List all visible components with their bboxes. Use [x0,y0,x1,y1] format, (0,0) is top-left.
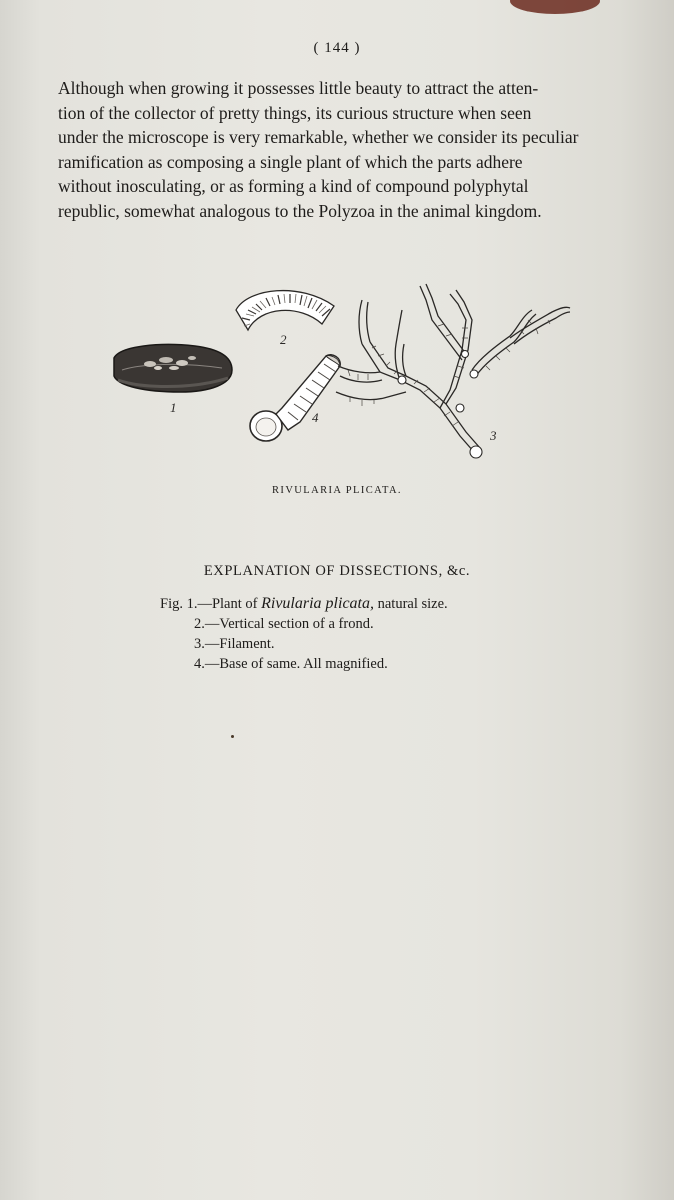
paragraph-line: ramification as composing a single plant of which the parts adhere [58,151,523,172]
explanation-item-2: 2.—Vertical section of a frond. [194,616,374,632]
fig3-label: 3 [490,428,497,443]
page-speck [231,735,234,738]
fig1-plant-drawing [114,345,232,393]
fig1-label: 1 [170,400,177,415]
species-name: Rivularia plicata, [261,595,374,612]
botanical-illustration [100,280,580,470]
paragraph-line: Although when growing it possesses little beauty to attract the atten- [58,78,539,98]
explanation-item-1 [160,594,640,614]
fig3-filament-cells [398,351,482,459]
paragraph-line: under the microscope is very remarkable, whether we consider its peculiar [58,127,579,147]
figure-caption: RIVULARIA PLICATA. [272,485,402,496]
fig2-section-drawing [236,291,334,330]
paragraph-line: without inosculating, or as forming a kind of compound polyphytal [58,176,529,196]
paragraph-line: republic, somewhat analogous to the Polyzoa in the animal kingdom. [58,200,542,221]
fig4-label: 4 [312,410,319,425]
page-edge-stain [510,0,600,14]
explanation-item-3: 3.—Filament. [194,636,275,652]
explanation-list [160,594,640,674]
fig3-filament-drawing [336,284,570,452]
item1-suffix: natural size. [373,596,448,612]
fig4-base-drawing [250,355,340,441]
item1-prefix: Fig. 1.—Plant of [160,596,262,612]
explanation-item-4: 4.—Base of same. All magnified. [194,656,388,672]
explanation-heading: EXPLANATION OF DISSECTIONS, &c. [203,563,471,579]
paragraph-line: tion of the collector of pretty things, its curious structure when seen [58,102,532,123]
body-paragraph [58,76,646,223]
fig2-label: 2 [280,332,287,347]
page-number: ( 144 ) [313,40,361,56]
